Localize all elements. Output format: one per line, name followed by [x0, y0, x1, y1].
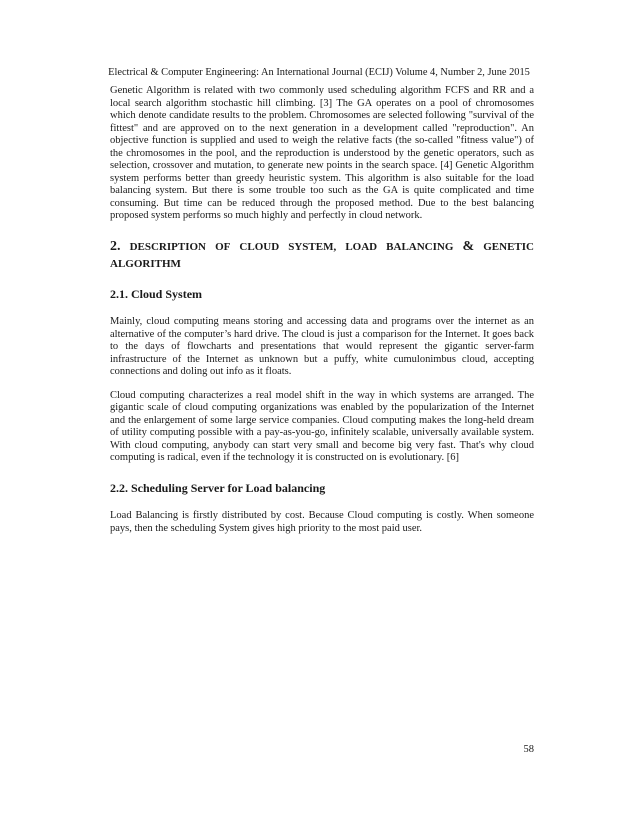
heading-word: GENETIC	[483, 241, 534, 254]
heading-word: CLOUD	[239, 241, 280, 254]
heading-word: LOAD	[345, 241, 378, 254]
running-header: Electrical & Computer Engineering: An International Journal (ECIJ) Volume 4, Number 2, June 2015	[108, 67, 530, 78]
section-2-2-heading: 2.2. Scheduling Server for Load balancing	[110, 481, 326, 496]
section-2-1-heading: 2.1. Cloud System	[110, 287, 203, 302]
heading-word: DESCRIPTION	[129, 241, 206, 254]
section-2-heading	[110, 240, 534, 254]
page-body	[110, 85, 534, 535]
heading-word: &	[462, 239, 475, 255]
intro-paragraph: Genetic Algorithm is related with two commonly used scheduling algorithm FCFS and RR and a local search algorithm stochastic hill climbing. [3] The GA operates on a pool of chromosomes which denote candidate results to the problem. Chromosomes are selected following "survival of the fittest" and are approved on to the next generation in a development called "reproduction". An objective function is supplied and used to weigh the relative facts (the so-called "fitness value") of the chromosomes in the pool, and the reproduction is understood by the genetic operators, such as selection, crossover and mutation, to generate new points in the search space. [4] Genetic Algorithm system performs better than greedy heuristic system. This algorithm is also suitable for the load balancing system. But there is some trouble too such as the GA is quite complicated and time consuming. But time can be reduced through the proposed method. Due to the best balancing proposed system performs so much highly and perfectly in cloud network.	[110, 85, 534, 222]
cloud-system-paragraph-2: Cloud computing characterizes a real model shift in the way in which systems are arranged. The gigantic scale of cloud computing organizations was enabled by the popularization of the Internet and the enlargement of some large service companies. Cloud computing makes the long-held dream of utility computing possible with a pay-as-you-go, infinitely scalable, universally available system. With cloud computing, anybody can start very small and become big very fast. That's why cloud computing is radical, even if the technology it is constructed on is evolutionary. [6]	[110, 389, 534, 464]
scheduling-server-paragraph: Load Balancing is firstly distributed by cost. Because Cloud computing is costly. When someone pays, then the scheduling System gives high priority to the most paid user.	[110, 510, 534, 534]
cloud-system-paragraph-1: Mainly, cloud computing means storing and accessing data and programs over the internet as an alternative of the computer’s hard drive. The cloud is just a comparison for the Internet. It goes back to the days of flowcharts and presentations that would represent the gigantic server-farm infrastructure of the Internet as unknown but a puffy, white cumulonimbus cloud, accepting connections and doling out info as it floats.	[110, 316, 534, 378]
section-number: 2.	[110, 239, 121, 255]
section-2-heading-continuation: ALGORITHM	[110, 258, 181, 271]
heading-word: OF	[215, 241, 231, 254]
heading-word: SYSTEM,	[288, 241, 337, 254]
page-number: 58	[523, 744, 534, 755]
heading-word: BALANCING	[386, 241, 454, 254]
